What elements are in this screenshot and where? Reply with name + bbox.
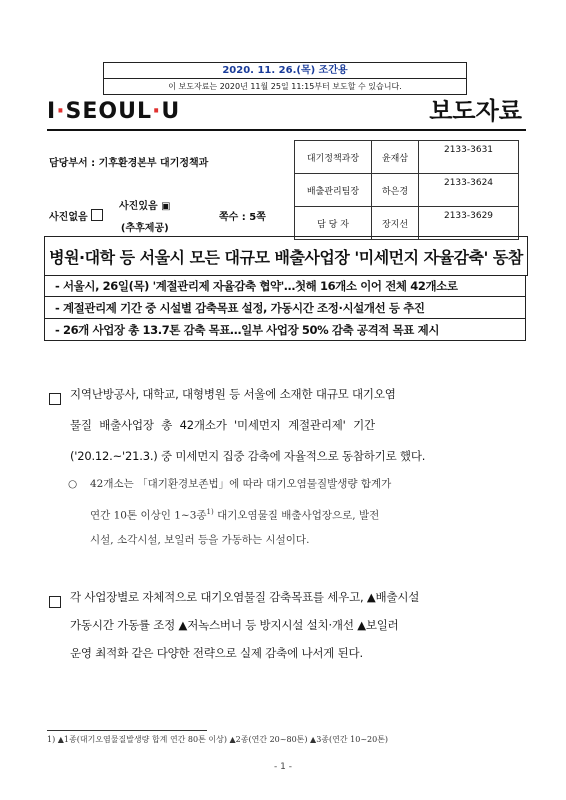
logo-dot: · (152, 99, 162, 124)
contact-row (295, 207, 519, 240)
photo-yes-note: (추후제공) (120, 223, 169, 234)
contact-role: 배출관리팀장 (295, 174, 372, 207)
contact-role: 대기정책과장 (295, 141, 372, 174)
contact-row (295, 174, 519, 207)
contact-name: 윤재삼 (372, 141, 419, 174)
photo-none-checkbox (91, 209, 103, 221)
para1-line: 지역난방공사, 대학교, 대형병원 등 서울에 소재한 대규모 대기오염 (70, 387, 396, 401)
page-number: - 1 - (274, 762, 292, 772)
para1-sub-text: 대기오염물질 배출사업장으로, 발전 (213, 509, 380, 522)
header-rule (47, 129, 526, 131)
para1-line: ('20.12.~'21.3.) 중 미세먼지 집중 감축에 자율적으로 동참하기로 했다. (70, 449, 426, 463)
contact-name: 하은경 (372, 174, 419, 207)
bullet-square-icon (49, 596, 61, 608)
contacts-table (294, 140, 519, 240)
sub-bullet-icon: ○ (68, 478, 78, 490)
para1-sub-text: 연간 10톤 이상인 1~3종 (90, 509, 207, 522)
page-count: 쪽수 : 5쪽 (219, 212, 266, 223)
logo-part-u: U (161, 99, 181, 124)
para1-line: 물질 배출사업장 총 42개소가 '미세먼지 계절관리제' 기간 (70, 418, 375, 432)
department-line: 담당부서 : 기후환경본부 대기정책과 (49, 158, 209, 169)
photo-yes-label: 사진있음 (119, 201, 158, 212)
para1-sub-line: 시설, 소각시설, 보일러 등을 가동하는 시설이다. (90, 534, 310, 546)
subheading: - 26개 사업장 총 13.7톤 감축 목표…일부 사업장 50% 감축 공격적 목표 제시 (44, 319, 526, 341)
bullet-box (49, 389, 61, 408)
footnote-ref: 1) (206, 508, 214, 516)
photo-none (49, 208, 103, 223)
photo-yes (119, 196, 171, 240)
footnote: 1) ▲1종(대기오염물질발생량 합계 연간 80톤 이상) ▲2종(연간 20~80톤) ▲3종(연간 10~20톤) (47, 735, 389, 744)
logo-dot: · (56, 99, 66, 124)
headline: 병원·대학 등 서울시 모든 대규모 배출사업장 '미세먼지 자율감축' 동참 (44, 236, 528, 276)
para2-line: 운영 최적화 같은 다양한 전략으로 실제 감축에 나서게 된다. (70, 646, 363, 660)
contact-row (295, 141, 519, 174)
bullet-box (49, 592, 61, 611)
seoul-logo (47, 97, 180, 127)
contact-phone: 2133-3624 (419, 174, 519, 207)
doc-type-title: 보도자료 (429, 97, 522, 125)
contact-phone: 2133-3631 (419, 141, 519, 174)
embargo-box (103, 62, 467, 95)
footnote-rule (47, 730, 207, 731)
logo-part-i: I (47, 99, 57, 124)
photo-yes-checked: ▣ (161, 201, 171, 212)
contact-name: 장지선 (372, 207, 419, 240)
para2-line: 가동시간 가동률 조정 ▲저녹스버너 등 방지시설 설치·개선 ▲보일러 (70, 618, 399, 632)
photo-none-label: 사진없음 (49, 212, 88, 223)
embargo-notice: 이 보도자료는 2020년 11월 25일 11:15부터 보도할 수 있습니다. (168, 82, 402, 91)
logo-part-seoul: SEOUL (65, 99, 153, 124)
subheading: - 계절관리제 기간 중 시설별 감축목표 설정, 가동시간 조정·시설개선 등 추진 (44, 297, 526, 319)
para1-sub-line (90, 502, 379, 526)
bullet-square-icon (49, 393, 61, 405)
para1-sub-line: 42개소는 「대기환경보존법」에 따라 대기오염물질발생량 합계가 (90, 478, 392, 490)
contact-role: 담 당 자 (295, 207, 372, 240)
contact-phone: 2133-3629 (419, 207, 519, 240)
subheading: - 서울시, 26일(목) '계절관리제 자율감축 협약'…첫해 16개소 이어 전체 42개소로 (44, 275, 526, 297)
embargo-date: 2020. 11. 26.(목) 조간용 (104, 63, 466, 79)
para2-line: 각 사업장별로 자체적으로 대기오염물질 감축목표를 세우고, ▲배출시설 (70, 590, 420, 604)
